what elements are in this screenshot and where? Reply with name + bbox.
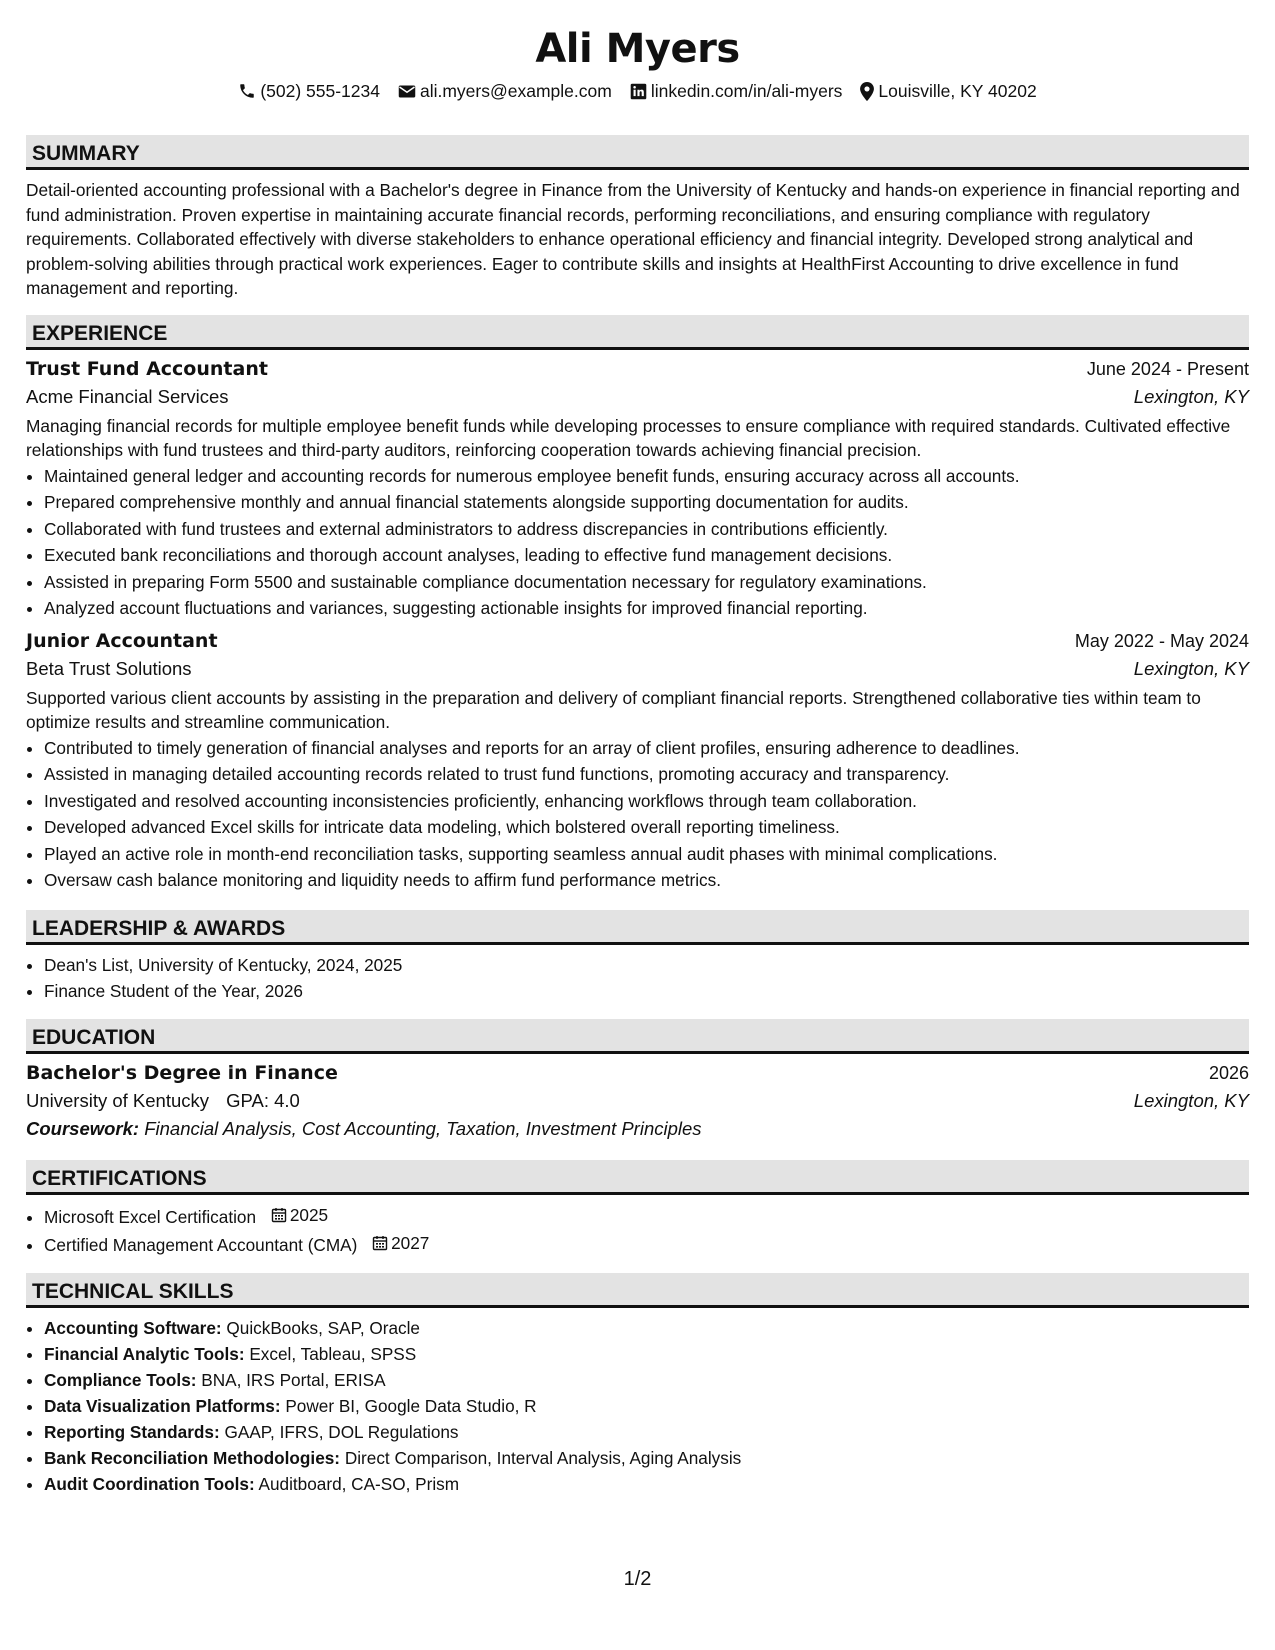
job-description: Supported various client accounts by assisting in the preparation and delivery of compliant financial reports. Strengthened collaborative ties within team to optimize results and streamline communication. xyxy=(26,687,1201,733)
list-item: • Executed bank reconciliations and thorough account analyses, leading to effective fund management decisions. xyxy=(44,542,1249,569)
skill-label: Compliance Tools: xyxy=(44,1369,197,1390)
job-entry xyxy=(26,358,1249,622)
list-item: • Analyzed account fluctuations and variances, suggesting actionable insights for improved financial reporting. xyxy=(44,595,1249,622)
phone-text: (502) 555-1234 xyxy=(260,80,380,101)
list-item: • Assisted in preparing Form 5500 and sustainable compliance documentation necessary for regulatory examinations. xyxy=(44,569,1249,596)
job-bullets xyxy=(26,463,1249,622)
job-description: Managing financial records for multiple employee benefit funds while developing processes to ensure compliance with required standards. Cultivated effective relationships with fund trustees and third-party auditors, reinforcing cooperation towards achieving financial precision. xyxy=(26,415,1231,461)
map-pin-icon xyxy=(860,82,874,101)
school-line xyxy=(26,1090,300,1112)
coursework-label: Coursework: xyxy=(26,1117,140,1139)
list-item: • Collaborated with fund trustees and external administrators to address discrepancies in contributions efficiently. xyxy=(44,516,1249,543)
list-item xyxy=(44,1419,1249,1445)
job-title: Junior Accountant xyxy=(26,629,218,652)
education-header xyxy=(26,1062,1249,1084)
job-company: Acme Financial Services xyxy=(26,385,229,407)
certification-year: 2027 xyxy=(391,1232,430,1253)
list-item xyxy=(44,1393,1249,1419)
skill-value: Power BI, Google Data Studio, R xyxy=(285,1395,537,1416)
school-location: Lexington, KY xyxy=(1133,1089,1249,1111)
job-header xyxy=(26,630,1249,652)
awards-list xyxy=(26,952,1249,1004)
candidate-name: Ali Myers xyxy=(535,26,740,72)
list-item xyxy=(44,1367,1249,1393)
job-entry xyxy=(26,630,1249,894)
skill-value: BNA, IRS Portal, ERISA xyxy=(201,1369,386,1390)
skill-value: QuickBooks, SAP, Oracle xyxy=(226,1317,420,1338)
list-item xyxy=(44,1202,1249,1230)
contact-location xyxy=(860,81,1036,102)
list-item: • Maintained general ledger and accounting records for numerous employee benefit funds, ensuring accuracy across all accounts. xyxy=(44,463,1249,490)
contact-email[interactable] xyxy=(398,81,612,102)
certification-name: Certified Management Accountant (CMA) xyxy=(44,1234,358,1255)
skill-label: Audit Coordination Tools: xyxy=(44,1473,255,1494)
phone-icon xyxy=(238,82,256,100)
job-location: Lexington, KY xyxy=(1133,385,1249,407)
list-item xyxy=(44,1445,1249,1471)
job-subheader xyxy=(26,386,1249,408)
summary-heading: SUMMARY xyxy=(26,135,1249,170)
list-item: • Played an active role in month-end reconciliation tasks, supporting seamless annual audit phases with minimal complications. xyxy=(44,841,1249,868)
list-item xyxy=(44,1315,1249,1341)
certification-date xyxy=(271,1202,328,1228)
job-title: Trust Fund Accountant xyxy=(26,357,268,380)
skill-label: Bank Reconciliation Methodologies: xyxy=(44,1447,341,1468)
certification-year: 2025 xyxy=(289,1204,329,1225)
job-company: Beta Trust Solutions xyxy=(26,657,192,679)
skill-value: Excel, Tableau, SPSS xyxy=(249,1343,417,1364)
list-item xyxy=(44,1341,1249,1367)
envelope-icon xyxy=(398,84,416,99)
certification-date xyxy=(372,1230,429,1256)
list-item: • Investigated and resolved accounting inconsistencies proficiently, enhancing workflows through team collaboration. xyxy=(44,788,1249,815)
list-item xyxy=(44,1471,1249,1497)
location-text: Louisville, KY 40202 xyxy=(878,80,1037,101)
awards-heading: LEADERSHIP & AWARDS xyxy=(26,910,1249,945)
job-header xyxy=(26,358,1249,380)
calendar-icon xyxy=(372,1235,388,1251)
list-item: • Dean's List, University of Kentucky, 2024, 2025 xyxy=(44,952,1249,978)
summary-text: Detail-oriented accounting professional with a Bachelor's degree in Finance from the University of Kentucky and hands-on experience in financial reporting and fund administration. Proven expertise in maintaining accurate financial records, performing reconciliations, and ensuring compliance with regulatory requirements. Collaborated effectively with diverse stakeholders to enhance operational efficiency and financial integrity. Developed strong analytical and problem-solving abilities through practical work experiences. Eager to contribute skills and insights at HealthFirst Accounting to drive excellence in fund management and reporting. xyxy=(26,180,1240,299)
email-link[interactable]: ali.myers@example.com xyxy=(419,80,612,101)
skill-label: Data Visualization Platforms: xyxy=(44,1395,281,1416)
skills-list xyxy=(26,1315,1249,1497)
list-item: • Prepared comprehensive monthly and annual financial statements alongside supporting documentation for audits. xyxy=(44,489,1249,516)
job-bullets xyxy=(26,735,1249,894)
linkedin-icon xyxy=(630,83,647,100)
page-number: 1/2 xyxy=(623,1568,652,1590)
education-heading: EDUCATION xyxy=(26,1019,1249,1054)
list-item: • Contributed to timely generation of financial analyses and reports for an array of client profiles, ensuring adherence to deadlines. xyxy=(44,735,1249,762)
certifications-list xyxy=(26,1202,1249,1258)
gpa: GPA: 4.0 xyxy=(226,1089,300,1111)
job-dates: June 2024 - Present xyxy=(1086,358,1249,379)
graduation-year: 2026 xyxy=(1208,1062,1249,1083)
job-dates: May 2022 - May 2024 xyxy=(1074,630,1249,651)
certifications-heading: CERTIFICATIONS xyxy=(26,1160,1249,1195)
coursework xyxy=(26,1118,1249,1140)
linkedin-link[interactable]: linkedin.com/in/ali-myers xyxy=(650,80,843,101)
degree-title: Bachelor's Degree in Finance xyxy=(26,1061,338,1084)
education-entry xyxy=(26,1062,1249,1140)
list-item xyxy=(44,1230,1249,1258)
school-name: University of Kentucky xyxy=(26,1089,210,1111)
skills-heading: TECHNICAL SKILLS xyxy=(26,1273,1249,1308)
skill-label: Accounting Software: xyxy=(44,1317,222,1338)
list-item: • Oversaw cash balance monitoring and liquidity needs to affirm fund performance metrics. xyxy=(44,867,1249,894)
calendar-icon xyxy=(271,1207,287,1223)
contact-phone xyxy=(238,81,380,102)
list-item: • Assisted in managing detailed accounting records related to trust fund functions, promoting accuracy and transparency. xyxy=(44,761,1249,788)
skill-value: GAAP, IFRS, DOL Regulations xyxy=(224,1421,459,1442)
skill-label: Financial Analytic Tools: xyxy=(44,1343,245,1364)
skill-label: Reporting Standards: xyxy=(44,1421,220,1442)
experience-heading: EXPERIENCE xyxy=(26,315,1249,350)
job-subheader xyxy=(26,658,1249,680)
coursework-list: Financial Analysis, Cost Accounting, Taxation, Investment Principles xyxy=(144,1117,702,1139)
skill-value: Auditboard, CA-SO, Prism xyxy=(258,1473,460,1494)
skill-value: Direct Comparison, Interval Analysis, Aging Analysis xyxy=(344,1447,742,1468)
list-item: • Finance Student of the Year, 2026 xyxy=(44,978,1249,1004)
contact-linkedin[interactable] xyxy=(630,81,843,102)
job-location: Lexington, KY xyxy=(1133,657,1249,679)
contact-bar xyxy=(26,78,1249,104)
certification-name: Microsoft Excel Certification xyxy=(44,1206,257,1227)
education-subheader xyxy=(26,1090,1249,1112)
list-item: • Developed advanced Excel skills for intricate data modeling, which bolstered overall reporting timeliness. xyxy=(44,814,1249,841)
